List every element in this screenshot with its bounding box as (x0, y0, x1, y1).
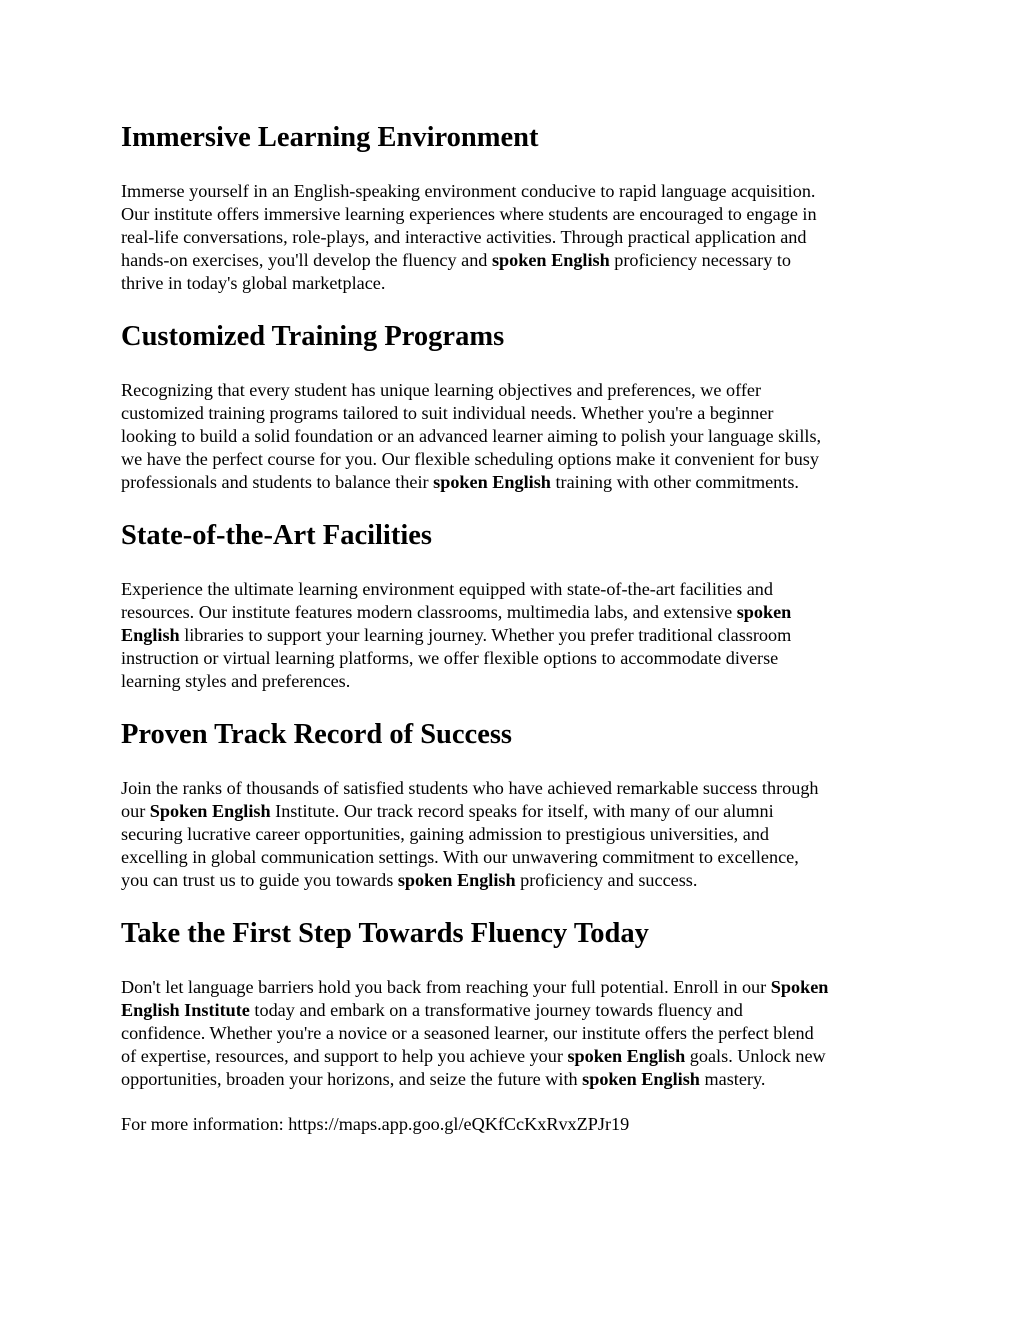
bold-keyword: Spoken (770, 977, 829, 997)
section-proven-track-record-of-success (121, 715, 911, 892)
section-paragraph (121, 777, 911, 892)
bold-keyword: English (121, 625, 180, 645)
text-run: proficiency and success. (515, 870, 698, 890)
paragraph-line (121, 578, 911, 601)
section-heading: Customized Training Programs (121, 321, 505, 352)
text-run: securing lucrative career opportunities, gaining admission to prestigious universities, and (121, 824, 770, 844)
text-run: our (121, 801, 150, 821)
paragraph-line (121, 1045, 911, 1068)
section-state-of-the-art-facilities (121, 516, 911, 693)
section-paragraph (121, 578, 911, 693)
section-heading: Proven Track Record of Success (121, 719, 513, 750)
paragraph-line (121, 777, 911, 800)
section-heading: Take the First Step Towards Fluency Today (121, 918, 649, 949)
text-run: Experience the ultimate learning environment equipped with state-of-the-art facilities and (121, 579, 773, 599)
paragraph-line (121, 180, 911, 203)
paragraph-line (121, 846, 911, 869)
section-paragraph (121, 976, 911, 1091)
paragraph-line (121, 379, 911, 402)
text-run: confidence. Whether you're a novice or a seasoned learner, our institute offers the perfect blend (121, 1023, 814, 1043)
text-run: professionals and students to balance their (121, 472, 434, 492)
text-run: looking to build a solid foundation or an advanced learner aiming to polish your language skills, (121, 426, 822, 446)
paragraph-line (121, 249, 911, 272)
text-run: Don't let language barriers hold you back from reaching your full potential. Enroll in our (121, 977, 771, 997)
text-run: today and embark on a transformative journey towards fluency and (249, 1000, 743, 1020)
paragraph-line (121, 203, 911, 226)
text-run: proficiency necessary to (609, 250, 792, 270)
text-run: training with other commitments. (550, 472, 799, 492)
paragraph-line (121, 823, 911, 846)
paragraph-line (121, 1068, 911, 1091)
paragraph-line (121, 425, 911, 448)
paragraph-line (121, 647, 911, 670)
text-run: instruction or virtual learning platforms, we offer flexible options to accommodate diverse (121, 648, 779, 668)
paragraph-line (121, 448, 911, 471)
paragraph-line (121, 471, 911, 494)
bold-keyword: spoken English (567, 1046, 686, 1066)
text-run: Immerse yourself in an English-speaking environment conducive to rapid language acquisition. (121, 181, 816, 201)
text-run: you can trust us to guide you towards (121, 870, 398, 890)
section-customized-training-programs (121, 317, 911, 494)
text-run: Recognizing that every student has unique learning objectives and preferences, we offer (121, 380, 762, 400)
bold-keyword: spoken English (397, 870, 516, 890)
text-run: Our institute offers immersive learning experiences where students are encouraged to engage in (121, 204, 817, 224)
paragraph-line (121, 1022, 911, 1045)
paragraph-line (121, 800, 911, 823)
text-run: of expertise, resources, and support to help you achieve your (121, 1046, 568, 1066)
text-run: excelling in global communication settings. With our unwavering commitment to excellence, (121, 847, 799, 867)
text-run: customized training programs tailored to suit individual needs. Whether you're a beginner (121, 403, 774, 423)
bold-keyword: spoken English (433, 472, 551, 492)
paragraph-line (121, 601, 911, 624)
section-heading: State-of-the-Art Facilities (121, 520, 432, 551)
text-run: goals. Unlock new (685, 1046, 826, 1066)
section-paragraph (121, 379, 911, 494)
paragraph-line (121, 976, 911, 999)
paragraph-line (121, 624, 911, 647)
paragraph-line (121, 272, 911, 295)
paragraph-line (121, 402, 911, 425)
bold-keyword: Spoken English (149, 801, 271, 821)
document-page (121, 118, 911, 1136)
text-run: Institute. Our track record speaks for itself, with many of our alumni (270, 801, 774, 821)
text-run: mastery. (699, 1069, 766, 1089)
text-run: learning styles and preferences. (121, 671, 351, 691)
text-run: we have the perfect course for you. Our flexible scheduling options make it convenient for busy (121, 449, 819, 469)
bold-keyword: spoken English (582, 1069, 700, 1089)
paragraph-line (121, 670, 911, 693)
text-run: real-life conversations, role-plays, and interactive activities. Through practical application and (121, 227, 807, 247)
paragraph-line (121, 999, 911, 1022)
more-info-footer: For more information: https://maps.app.goo.gl/eQKfCcKxRvxZPJr19 (121, 1114, 630, 1134)
section-paragraph (121, 180, 911, 295)
text-run: resources. Our institute features modern classrooms, multimedia labs, and extensive (121, 602, 737, 622)
text-run: libraries to support your learning journey. Whether you prefer traditional classroom (179, 625, 792, 645)
text-run: hands-on exercises, you'll develop the fluency and (121, 250, 492, 270)
paragraph-line (121, 226, 911, 249)
section-take-the-first-step-towards-fluency-today (121, 914, 911, 1091)
section-heading: Immersive Learning Environment (121, 122, 539, 153)
text-run: thrive in today's global marketplace. (121, 273, 386, 293)
document-sections (121, 118, 911, 1091)
text-run: Join the ranks of thousands of satisfied students who have achieved remarkable success through (121, 778, 819, 798)
section-immersive-learning-environment (121, 118, 911, 295)
text-run: opportunities, broaden your horizons, and seize the future with (121, 1069, 583, 1089)
bold-keyword: spoken (736, 602, 792, 622)
paragraph-line (121, 869, 911, 892)
bold-keyword: spoken English (491, 250, 610, 270)
bold-keyword: English Institute (121, 1000, 250, 1020)
